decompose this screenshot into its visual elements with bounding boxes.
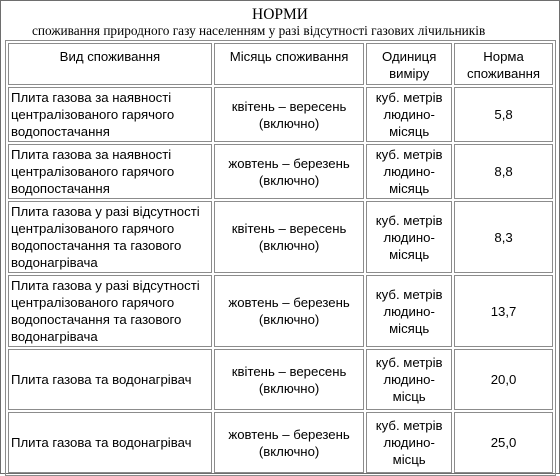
header-unit: Одиниця виміру (366, 43, 452, 85)
consumption-month-cell: жовтень – березень (включно) (214, 275, 364, 347)
consumption-month-cell: квітень – вересень (включно) (214, 349, 364, 410)
norm-cell: 5,8 (454, 87, 553, 142)
consumption-type-cell: Плита газова за наявності централізованого гарячого водопостачання (8, 144, 212, 199)
norm-cell: 25,0 (454, 412, 553, 473)
unit-cell: куб. метрів людино-місяць (366, 275, 452, 347)
table-row (8, 144, 553, 199)
consumption-type-cell: Плита газова за наявності централізованого гарячого водопостачання (8, 87, 212, 142)
consumption-month-cell: жовтень – березень (включно) (214, 144, 364, 199)
table-row (8, 349, 553, 410)
table-row (8, 275, 553, 347)
header-consumption-type: Вид споживання (8, 43, 212, 85)
consumption-month-cell: квітень – вересень (включно) (214, 201, 364, 273)
table-row (8, 201, 553, 273)
table-row (8, 87, 553, 142)
norm-cell: 20,0 (454, 349, 553, 410)
table-header-row (8, 43, 553, 85)
table-row (8, 412, 553, 473)
consumption-type-cell: Плита газова та водонагрівач (8, 349, 212, 410)
unit-cell: куб. метрів людино-місяць (366, 201, 452, 273)
norm-cell: 8,8 (454, 144, 553, 199)
unit-cell: куб. метрів людино-місць (366, 349, 452, 410)
norm-cell: 13,7 (454, 275, 553, 347)
consumption-type-cell: Плита газова та водонагрівач (8, 412, 212, 473)
unit-cell: куб. метрів людино-місяць (366, 87, 452, 142)
unit-cell: куб. метрів людино-місяць (366, 144, 452, 199)
consumption-month-cell: квітень – вересень (включно) (214, 87, 364, 142)
header-consumption-month: Місяць споживання (214, 43, 364, 85)
unit-cell: куб. метрів людино-місць (366, 412, 452, 473)
document-title: НОРМИ (252, 6, 308, 23)
consumption-type-cell: Плита газова у разі відсутності централізованого гарячого водопостачання та газового водонагрівача (8, 275, 212, 347)
gas-norms-table (5, 40, 556, 476)
norm-cell: 8,3 (454, 201, 553, 273)
consumption-type-cell: Плита газова у разі відсутності централізованого гарячого водопостачання та газового водонагрівача (8, 201, 212, 273)
consumption-month-cell: жовтень – березень (включно) (214, 412, 364, 473)
document-subtitle: споживання природного газу населенням у разі відсутності газових лічильників (32, 23, 486, 38)
header-norm: Норма споживання (454, 43, 553, 85)
